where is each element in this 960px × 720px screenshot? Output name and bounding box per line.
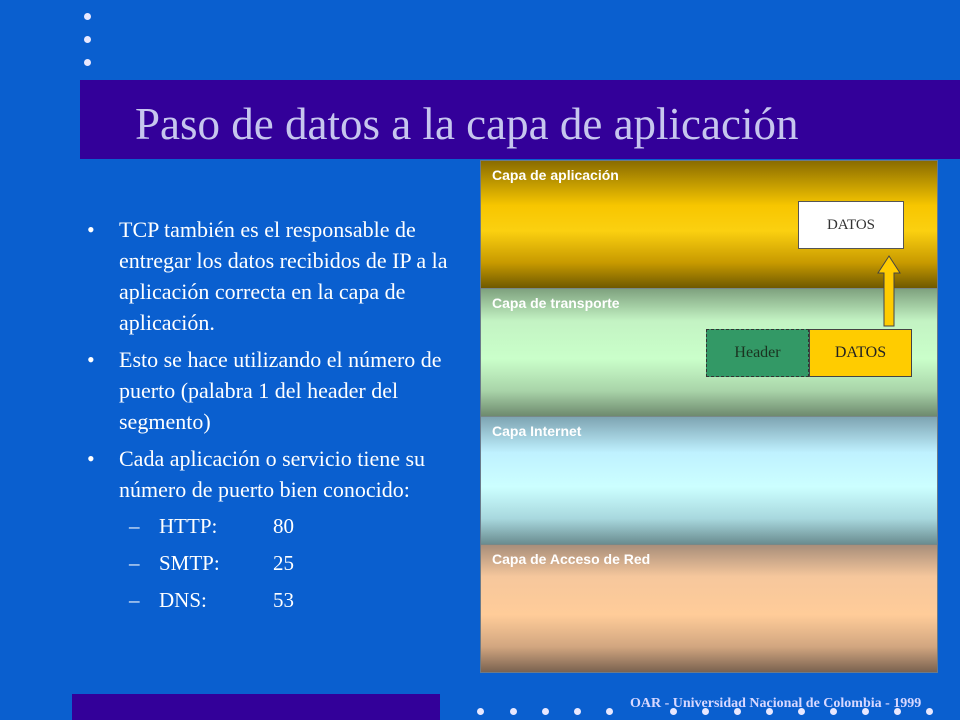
- bullet-item: [83, 214, 468, 338]
- bullet-symbol: •: [87, 446, 95, 471]
- bullet-symbol: •: [87, 217, 95, 242]
- decorative-dot: [510, 708, 517, 715]
- decorative-dot: [84, 59, 91, 66]
- port-protocol: DNS:: [159, 588, 207, 612]
- port-item: [83, 585, 468, 622]
- bullet-item: [83, 443, 468, 505]
- bullet-list: [83, 214, 468, 622]
- port-number: 25: [273, 551, 294, 575]
- layer-label: Capa de Acceso de Red: [492, 551, 651, 567]
- arrow-up-icon: [877, 255, 901, 327]
- layer-application: [481, 161, 937, 289]
- layer-label: Capa de aplicación: [492, 167, 619, 183]
- bullet-text: Cada aplicación o servicio tiene su número de puerto bien conocido:: [119, 446, 426, 502]
- decorative-dot: [84, 13, 91, 20]
- dash: –: [129, 551, 140, 575]
- dash: –: [129, 514, 140, 538]
- bullet-text: Esto se hace utilizando el número de puerto (palabra 1 del header del segmento): [119, 347, 442, 434]
- dash: –: [129, 588, 140, 612]
- port-item: [83, 511, 468, 548]
- decorative-dot: [606, 708, 613, 715]
- datos-box: DATOS: [809, 329, 912, 377]
- decorative-dot: [84, 36, 91, 43]
- port-item: [83, 548, 468, 585]
- port-protocol: SMTP:: [159, 551, 220, 575]
- bullet-text: TCP también es el responsable de entregar los datos recibidos de IP a la aplicación correcta en la capa de aplicación.: [119, 217, 448, 335]
- decorative-dot: [926, 708, 933, 715]
- layer-internet: [481, 417, 937, 545]
- slide-title: Paso de datos a la capa de aplicación: [135, 99, 799, 149]
- layer-network-access: [481, 545, 937, 672]
- port-number: 80: [273, 514, 294, 538]
- layer-label: Capa de transporte: [492, 295, 620, 311]
- footer-band: [72, 694, 440, 720]
- port-list: [83, 511, 468, 622]
- decorative-dot: [477, 708, 484, 715]
- port-number: 53: [273, 588, 294, 612]
- port-protocol: HTTP:: [159, 514, 218, 538]
- layer-transport: [481, 289, 937, 417]
- bullet-item: [83, 344, 468, 437]
- title-band: [80, 80, 960, 159]
- decorative-dot: [574, 708, 581, 715]
- layer-label: Capa Internet: [492, 423, 582, 439]
- footer-text: OAR - Universidad Nacional de Colombia - 1999: [630, 696, 922, 711]
- bullet-symbol: •: [87, 347, 95, 372]
- datos-box: DATOS: [798, 201, 904, 249]
- decorative-dot: [542, 708, 549, 715]
- tcp-ip-stack-diagram: [480, 160, 938, 673]
- header-box: Header: [706, 329, 809, 377]
